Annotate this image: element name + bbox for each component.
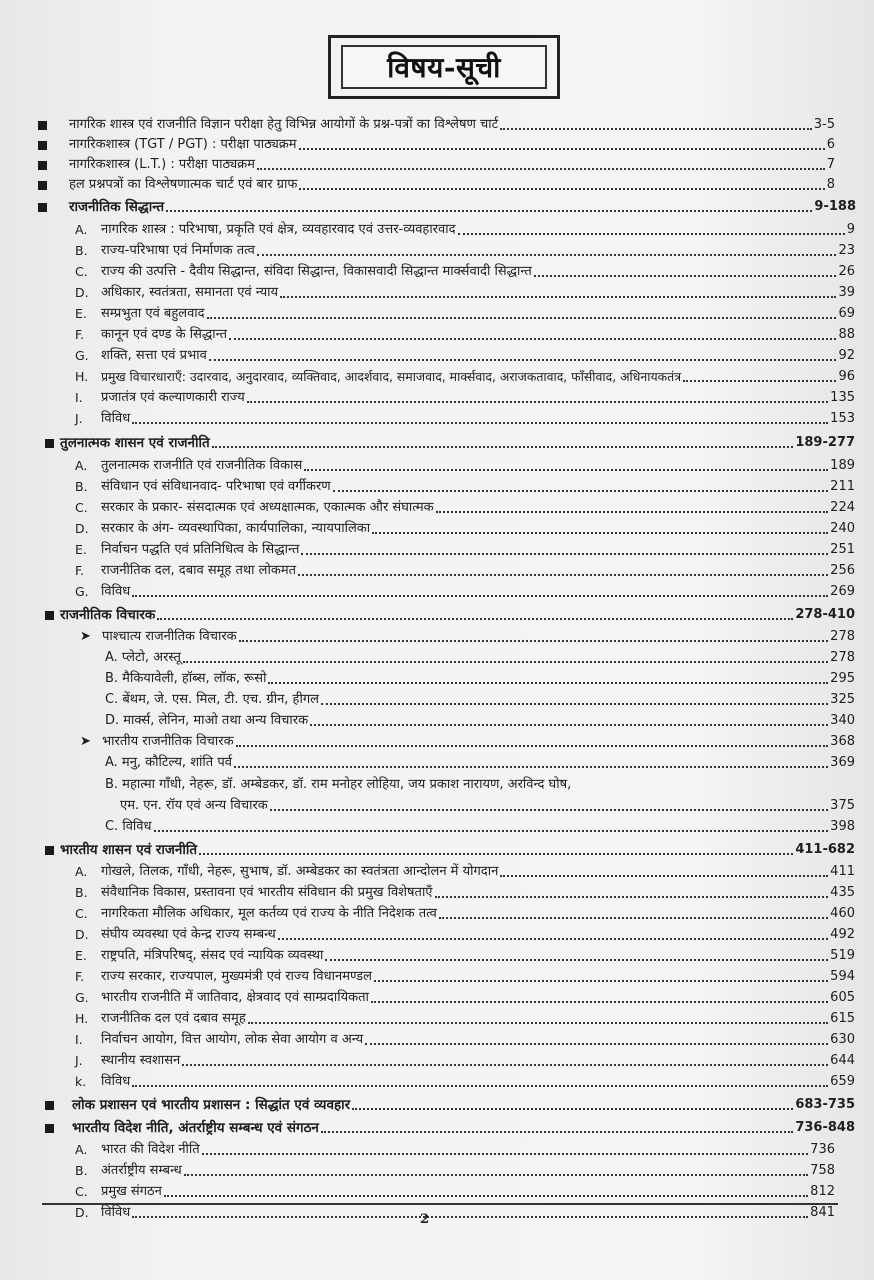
toc-entry[interactable] <box>75 1160 835 1180</box>
leader-dots <box>280 295 836 298</box>
entry-page: 240 <box>830 521 855 536</box>
entry-letter: H. <box>75 369 89 384</box>
toc-entry[interactable] <box>105 816 855 836</box>
entry-text: सम्प्रभुता एवं बहुलवाद <box>101 306 205 321</box>
entry-letter: H. <box>75 1011 89 1026</box>
entry-page: 368 <box>830 734 855 749</box>
leader-dots <box>248 1021 828 1024</box>
entry-text: भारत की विदेश नीति <box>101 1142 200 1157</box>
title-frame <box>328 35 560 99</box>
leader-dots <box>164 1194 808 1197</box>
toc-entry[interactable] <box>75 1071 855 1091</box>
toc-entry[interactable] <box>75 303 855 323</box>
entry-letter: D. <box>75 285 89 300</box>
entry-text: विविध <box>101 411 131 426</box>
leader-dots <box>202 1152 808 1155</box>
entry-text: नागरिकशास्त्र (TGT / PGT) : परीक्षा पाठ्यक्रम <box>69 137 297 152</box>
entry-page: 615 <box>830 1011 855 1026</box>
entry-page: 519 <box>830 948 855 963</box>
leader-dots <box>321 702 828 705</box>
toc-entry[interactable] <box>75 1008 855 1028</box>
entry-letter: D. <box>75 927 89 942</box>
section-page-range: 683-735 <box>795 1097 855 1112</box>
entry-letter: E. <box>75 306 87 321</box>
toc-entry[interactable] <box>75 324 855 344</box>
entry-page: 92 <box>838 348 855 363</box>
leader-dots <box>239 639 829 642</box>
toc-entry[interactable] <box>105 647 855 667</box>
entry-text: D. मार्क्स, लेनिन, माओ तथा अन्य विचारक <box>105 713 309 728</box>
entry-letter: I. <box>75 1032 83 1047</box>
entry-text: प्रजातंत्र एवं कल्याणकारी राज्य <box>101 390 245 405</box>
leader-dots <box>304 468 828 471</box>
entry-page: 278 <box>830 629 855 644</box>
leader-dots <box>209 358 837 361</box>
entry-letter: C. <box>75 1184 88 1199</box>
entry-page: 758 <box>810 1163 835 1178</box>
entry-text: संवैधानिक विकास, प्रस्तावना एवं भारतीय संविधान की प्रमुख विशेषताएँ <box>101 885 433 900</box>
leader-dots <box>199 852 793 855</box>
entry-page: 369 <box>830 755 855 770</box>
entry-page: 340 <box>830 713 855 728</box>
entry-text: राज्य सरकार, राज्यपाल, मुख्यमंत्री एवं राज्य विधानमण्डल <box>101 969 372 984</box>
entry-letter: k. <box>75 1074 87 1089</box>
section-page-range: 278-410 <box>795 607 855 622</box>
toc-entry[interactable] <box>75 882 855 902</box>
entry-text: A. प्लेटो, अरस्तू <box>105 650 181 665</box>
section-page-range: 736-848 <box>795 1120 855 1135</box>
toc-entry[interactable] <box>38 134 835 154</box>
entry-page: 630 <box>830 1032 855 1047</box>
section-heading[interactable] <box>45 839 855 859</box>
entry-text: संविधान एवं संविधानवाद- परिभाषा एवं वर्गीकरण <box>101 479 331 494</box>
entry-page: 644 <box>830 1053 855 1068</box>
square-bullet-icon <box>45 439 54 448</box>
leader-dots <box>234 765 828 768</box>
leader-dots <box>183 660 828 663</box>
leader-dots <box>299 187 824 190</box>
entry-page: 189 <box>830 458 855 473</box>
entry-page: 256 <box>830 563 855 578</box>
entry-text: विविध <box>101 1074 131 1089</box>
entry-page: 251 <box>830 542 855 557</box>
section-page-range: 411-682 <box>795 842 855 857</box>
toc-entry[interactable] <box>75 966 855 986</box>
entry-page: 6 <box>826 137 835 152</box>
entry-page: 375 <box>830 798 855 813</box>
section-title: राजनीतिक विचारक <box>60 607 156 623</box>
entry-letter: A. <box>75 864 88 879</box>
entry-letter: A. <box>75 1142 88 1157</box>
toc-entry[interactable] <box>38 174 835 194</box>
entry-text: सरकार के अंग- व्यवस्थापिका, कार्यपालिका, न्यायपालिका <box>101 521 371 536</box>
leader-dots <box>500 127 812 130</box>
square-bullet-icon <box>38 181 47 190</box>
entry-page: 69 <box>838 306 855 321</box>
entry-text: प्रमुख विचारधाराएँ: उदारवाद, अनुदारवाद, व्यक्तिवाद, आदर्शवाद, समाजवाद, मार्क्सवाद, अराजकतावाद, फाँसीवाद, अधिनायकतंत्र <box>101 369 682 384</box>
leader-dots <box>229 337 836 340</box>
toc-entry[interactable] <box>75 581 855 601</box>
leader-dots <box>132 1084 828 1087</box>
leader-dots <box>157 617 793 620</box>
footer-rule <box>42 1203 838 1205</box>
toc-entry[interactable] <box>75 1202 835 1222</box>
toc-entry[interactable] <box>38 114 835 134</box>
toc-entry[interactable] <box>75 924 855 944</box>
leader-dots <box>310 723 828 726</box>
entry-text: एम. एन. रॉय एवं अन्य विचारक <box>120 798 268 813</box>
entry-text: विविध <box>101 584 131 599</box>
entry-text: A. मनु, कौटिल्य, शांति पर्व <box>105 755 232 770</box>
entry-text: निर्वाचन आयोग, वित्त आयोग, लोक सेवा आयोग व अन्य <box>101 1032 364 1047</box>
entry-text: सरकार के प्रकार- संसदात्मक एवं अध्यक्षात्मक, एकात्मक और संघात्मक <box>101 500 434 515</box>
entry-text: भारतीय राजनीतिक विचारक <box>102 734 234 749</box>
entry-text: पाश्चात्य राजनीतिक विचारक <box>102 629 237 644</box>
entry-letter: B. <box>75 1163 88 1178</box>
entry-page: 411 <box>830 864 855 879</box>
page-number: 2 <box>420 1212 430 1227</box>
toc-entry[interactable] <box>105 689 855 709</box>
entry-text: प्रमुख संगठन <box>101 1184 162 1199</box>
entry-page: 605 <box>830 990 855 1005</box>
toc-entry[interactable] <box>105 752 855 772</box>
square-bullet-icon <box>45 846 54 855</box>
toc-entry[interactable] <box>105 774 825 794</box>
entry-page: 8 <box>826 177 835 192</box>
leader-dots <box>132 421 828 424</box>
leader-dots <box>371 1000 828 1003</box>
entry-page: 398 <box>830 819 855 834</box>
toc-entry[interactable] <box>75 1139 835 1159</box>
entry-text: राज्य-परिभाषा एवं निर्माणक तत्व <box>101 243 255 258</box>
entry-letter: D. <box>75 521 89 536</box>
leader-dots <box>212 445 794 448</box>
entry-letter: A. <box>75 222 88 237</box>
leader-dots <box>365 1042 828 1045</box>
entry-letter: G. <box>75 348 89 363</box>
toc-entry[interactable] <box>75 387 855 407</box>
entry-page: 435 <box>830 885 855 900</box>
square-bullet-icon <box>38 203 47 212</box>
entry-text: नागरिकता मौलिक अधिकार, मूल कर्तव्य एवं राज्य के नीति निदेशक तत्व <box>101 906 437 921</box>
page-title: विषय-सूची <box>387 51 501 84</box>
toc-entry[interactable] <box>75 345 855 365</box>
toc-entry[interactable] <box>75 539 855 559</box>
entry-page: 23 <box>838 243 855 258</box>
section-heading[interactable] <box>45 1094 855 1114</box>
entry-page: 88 <box>838 327 855 342</box>
section-title: भारतीय विदेश नीति, अंतर्राष्ट्रीय सम्बन्ध एवं संगठन <box>72 1120 319 1136</box>
entry-letter: C. <box>75 264 88 279</box>
section-heading[interactable] <box>45 432 855 452</box>
entry-page: 594 <box>830 969 855 984</box>
entry-text: भारतीय राजनीति में जातिवाद, क्षेत्रवाद एवं साम्प्रदायिकता <box>101 990 369 1005</box>
entry-text: राष्ट्रपति, मंत्रिपरिषद्, संसद एवं न्यायिक व्यवस्था <box>101 948 324 963</box>
entry-text: तुलनात्मक राजनीति एवं राजनीतिक विकास <box>101 458 303 473</box>
entry-text: निर्वाचन पद्धति एवं प्रतिनिधित्व के सिद्धान्त <box>101 542 300 557</box>
entry-text: नागरिक शास्त्र एवं राजनीति विज्ञान परीक्षा हेतु विभिन्न आयोगों के प्रश्न-पत्रों का विश्लेषण चार्ट <box>69 117 499 132</box>
entry-text: C. विविध <box>105 819 152 834</box>
leader-dots <box>436 510 829 513</box>
entry-text: C. बेंथम, जे. एस. मिल, टी. एच. ग्रीन, हीगल <box>105 692 319 707</box>
entry-page: 841 <box>810 1205 835 1220</box>
entry-letter: E. <box>75 542 87 557</box>
entry-page: 3-5 <box>813 117 835 132</box>
leader-dots <box>257 253 837 256</box>
entry-text: अधिकार, स्वतंत्रता, समानता एवं न्याय <box>101 285 279 300</box>
square-bullet-icon <box>38 121 47 130</box>
leader-dots <box>298 573 828 576</box>
toc-entry[interactable] <box>75 455 855 475</box>
leader-dots <box>247 400 828 403</box>
section-title: लोक प्रशासन एवं भारतीय प्रशासन : सिद्धांत एवं व्यवहार <box>72 1097 351 1113</box>
leader-dots <box>301 552 828 555</box>
leader-dots <box>132 594 828 597</box>
square-bullet-icon <box>38 141 47 150</box>
toc-subheading[interactable] <box>80 731 855 751</box>
leader-dots <box>372 531 828 534</box>
square-bullet-icon <box>45 1101 54 1110</box>
toc-subheading[interactable] <box>80 626 855 646</box>
leader-dots <box>439 916 828 919</box>
entry-page: 295 <box>830 671 855 686</box>
toc-entry[interactable] <box>75 261 855 281</box>
toc-entry[interactable] <box>75 497 855 517</box>
entry-letter: A. <box>75 458 88 473</box>
entry-text: कानून एवं दण्ड के सिद्धान्त <box>101 327 228 342</box>
entry-text: हल प्रश्नपत्रों का विश्लेषणात्मक चार्ट एवं बार ग्राफ <box>69 177 298 192</box>
entry-letter: B. <box>75 479 88 494</box>
leader-dots <box>500 874 828 877</box>
section-heading[interactable] <box>45 1117 855 1137</box>
entry-letter: J. <box>75 411 83 426</box>
section-title: राजनीतिक सिद्धान्त <box>69 199 165 215</box>
entry-letter: B. <box>75 885 88 900</box>
arrow-bullet-icon: ➤ <box>80 629 91 644</box>
leader-dots <box>182 1063 828 1066</box>
section-title: तुलनात्मक शासन एवं राजनीति <box>60 435 210 451</box>
leader-dots <box>270 808 828 811</box>
leader-dots <box>352 1107 793 1110</box>
toc-entry[interactable] <box>120 795 855 815</box>
toc-entry[interactable] <box>38 154 835 174</box>
entry-text: B. महात्मा गाँधी, नेहरू, डॉ. अम्बेडकर, डॉ. राम मनोहर लोहिया, जय प्रकाश नारायण, अरविन्द घोष, <box>105 777 572 792</box>
toc-entry[interactable] <box>75 903 855 923</box>
entry-text: नागरिकशास्त्र (L.T.) : परीक्षा पाठ्यक्रम <box>69 157 255 172</box>
entry-letter: F. <box>75 969 85 984</box>
entry-page: 736 <box>810 1142 835 1157</box>
leader-dots <box>321 1130 793 1133</box>
toc-entry[interactable] <box>75 518 855 538</box>
entry-text: विविध <box>101 1205 131 1220</box>
leader-dots <box>154 829 829 832</box>
toc-entry[interactable] <box>75 945 855 965</box>
leader-dots <box>184 1173 808 1176</box>
entry-letter: C. <box>75 500 88 515</box>
entry-letter: D. <box>75 1205 89 1220</box>
leader-dots <box>207 316 837 319</box>
entry-page: 224 <box>830 500 855 515</box>
leader-dots <box>458 232 845 235</box>
leader-dots <box>333 489 828 492</box>
entry-page: 153 <box>830 411 855 426</box>
leader-dots <box>435 895 829 898</box>
toc-entry[interactable] <box>75 408 855 428</box>
toc-entry[interactable] <box>75 282 855 302</box>
entry-letter: B. <box>75 243 88 258</box>
square-bullet-icon <box>38 161 47 170</box>
leader-dots <box>374 979 828 982</box>
entry-text: राजनीतिक दल एवं दबाव समूह <box>101 1011 246 1026</box>
section-title: भारतीय शासन एवं राजनीति <box>60 842 198 858</box>
toc-entry[interactable] <box>75 476 855 496</box>
entry-page: 278 <box>830 650 855 665</box>
toc-entry[interactable] <box>75 240 855 260</box>
entry-page: 659 <box>830 1074 855 1089</box>
toc-entry[interactable] <box>75 1029 855 1049</box>
toc-entry[interactable] <box>75 560 855 580</box>
leader-dots <box>236 744 829 747</box>
entry-letter: J. <box>75 1053 83 1068</box>
section-page-range: 9-188 <box>814 199 856 214</box>
entry-text: नागरिक शास्त्र : परिभाषा, प्रकृति एवं क्षेत्र, व्यवहारवाद एवं उत्तर-व्यवहारवाद <box>101 222 456 237</box>
entry-page: 96 <box>838 369 855 384</box>
entry-letter: F. <box>75 327 85 342</box>
leader-dots <box>325 958 828 961</box>
entry-text: शक्ति, सत्ता एवं प्रभाव <box>101 348 207 363</box>
leader-dots <box>268 681 828 684</box>
entry-text: राज्य की उत्पत्ति - दैवीय सिद्धान्त, संविदा सिद्धान्त, विकासवादी सिद्धान्त मार्क्सवादी सिद्धान्त <box>101 264 532 279</box>
leader-dots <box>132 1215 808 1218</box>
entry-text: अंतर्राष्ट्रीय सम्बन्ध <box>101 1163 182 1178</box>
entry-letter: I. <box>75 390 83 405</box>
entry-page: 325 <box>830 692 855 707</box>
entry-page: 135 <box>830 390 855 405</box>
leader-dots <box>683 379 836 382</box>
toc-entry[interactable] <box>75 1181 835 1201</box>
toc-entry[interactable] <box>75 987 855 1007</box>
leader-dots <box>278 937 828 940</box>
entry-page: 26 <box>838 264 855 279</box>
entry-page: 812 <box>810 1184 835 1199</box>
section-page-range: 189-277 <box>795 435 855 450</box>
entry-letter: E. <box>75 948 87 963</box>
entry-text: स्थानीय स्वशासन <box>101 1053 181 1068</box>
toc-entry[interactable] <box>75 366 855 386</box>
leader-dots <box>299 147 825 150</box>
section-heading[interactable] <box>45 604 855 624</box>
entry-page: 492 <box>830 927 855 942</box>
entry-letter: G. <box>75 584 89 599</box>
entry-text: संघीय व्यवस्था एवं केन्द्र राज्य सम्बन्ध <box>101 927 276 942</box>
entry-page: 269 <box>830 584 855 599</box>
entry-page: 460 <box>830 906 855 921</box>
toc-entry[interactable] <box>75 861 855 881</box>
leader-dots <box>166 209 812 212</box>
entry-page: 9 <box>846 222 855 237</box>
entry-text: गोखले, तिलक, गाँधी, नेहरू, सुभाष, डॉ. अम्बेडकर का स्वतंत्रता आन्दोलन में योगदान <box>101 864 499 879</box>
entry-page: 39 <box>838 285 855 300</box>
toc-entry[interactable] <box>105 710 855 730</box>
toc-entry[interactable] <box>75 1050 855 1070</box>
entry-page: 211 <box>830 479 855 494</box>
square-bullet-icon <box>45 611 54 620</box>
toc-entry[interactable] <box>105 668 855 688</box>
entry-letter: G. <box>75 990 89 1005</box>
entry-text: B. मैकियावेली, हॉब्स, लॉक, रूसो <box>105 671 267 686</box>
toc-entry[interactable] <box>75 219 855 239</box>
square-bullet-icon <box>45 1124 54 1133</box>
entry-letter: C. <box>75 906 88 921</box>
entry-letter: F. <box>75 563 85 578</box>
entry-page: 7 <box>826 157 835 172</box>
arrow-bullet-icon: ➤ <box>80 734 91 749</box>
leader-dots <box>257 167 825 170</box>
entry-text: राजनीतिक दल, दबाव समूह तथा लोकमत <box>101 563 297 578</box>
section-heading[interactable] <box>38 196 856 216</box>
title-inner-frame <box>341 45 547 89</box>
leader-dots <box>534 274 837 277</box>
